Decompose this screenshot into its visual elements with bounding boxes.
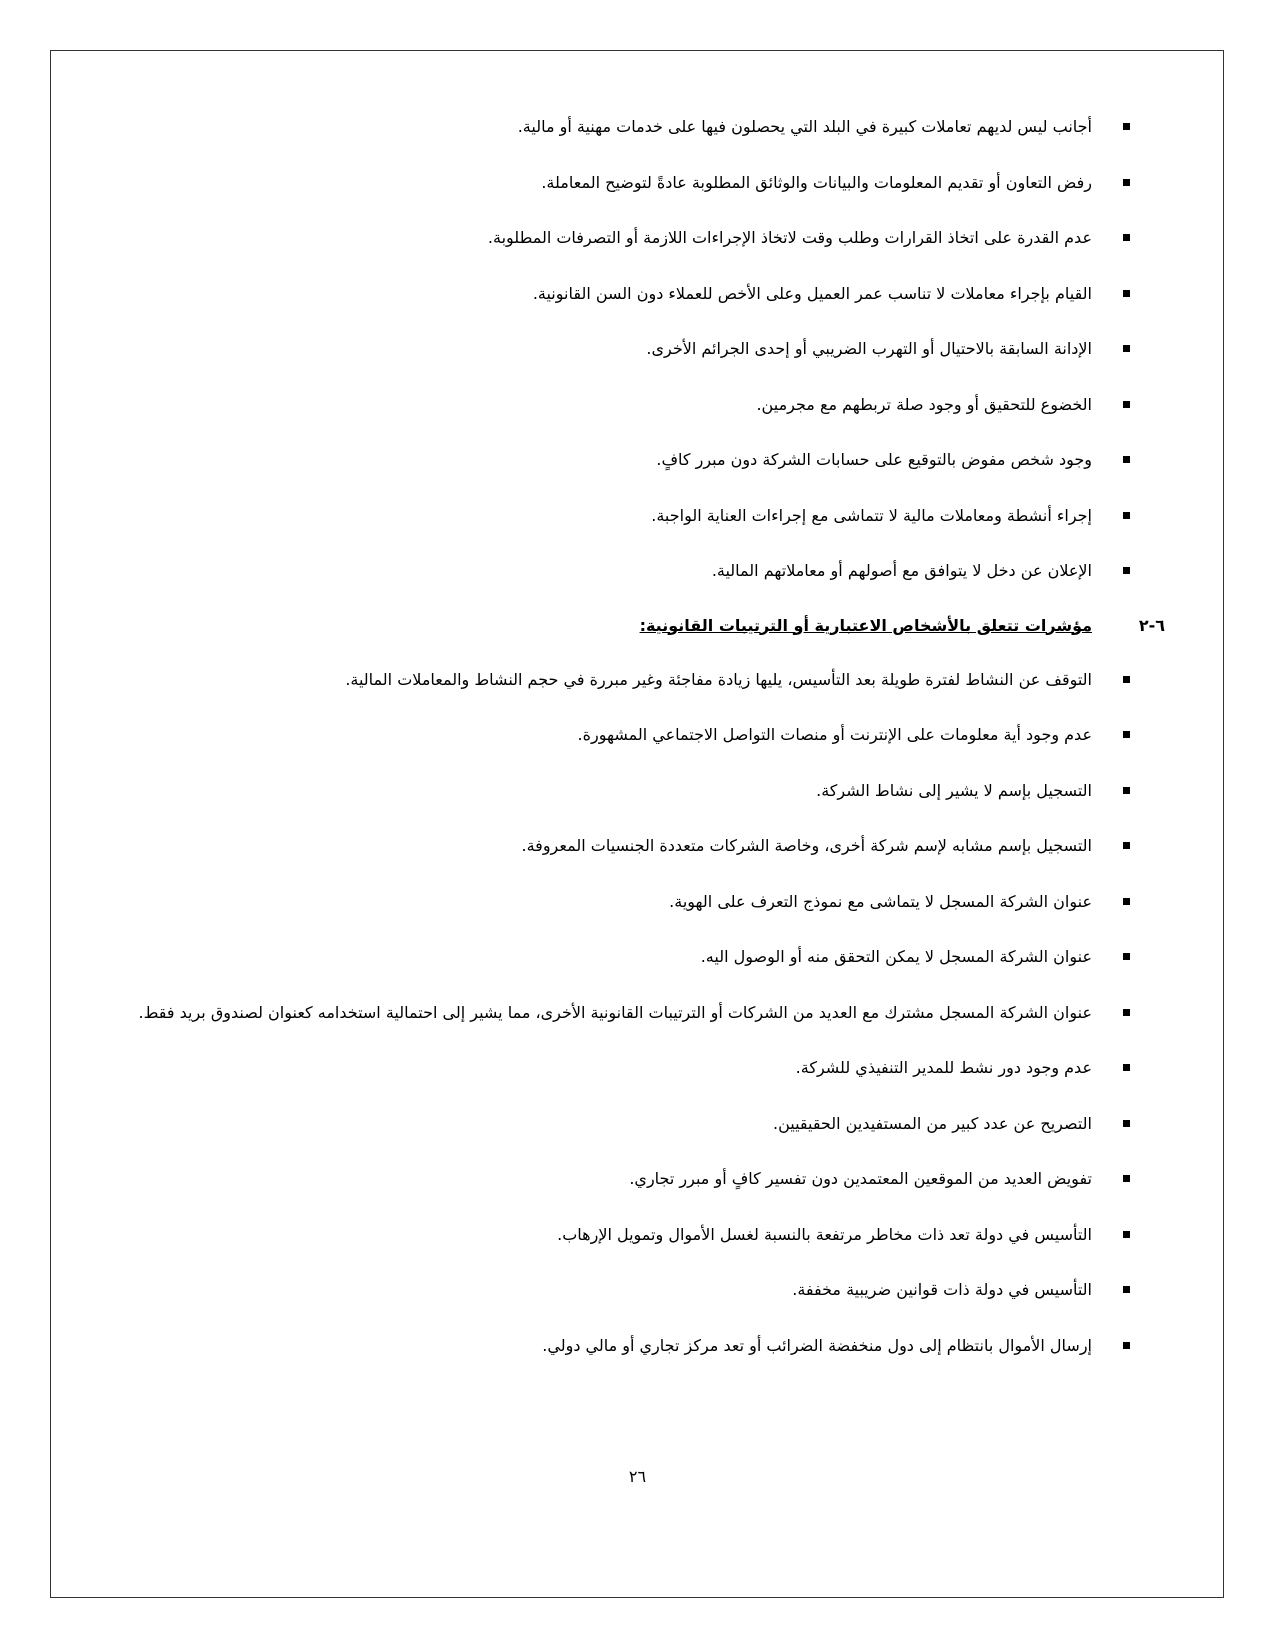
square-bullet-icon <box>1123 1342 1130 1349</box>
square-bullet-icon <box>1123 234 1130 241</box>
list-item <box>112 279 1132 309</box>
square-bullet-icon <box>1123 898 1130 905</box>
list-item <box>112 887 1132 917</box>
indicator-list-legal-entities <box>112 665 1132 1361</box>
list-item <box>112 720 1132 750</box>
list-item <box>112 831 1132 861</box>
indicator-list-individuals <box>112 112 1132 586</box>
list-item <box>112 1109 1132 1139</box>
list-item <box>112 334 1132 364</box>
list-item-text: الإعلان عن دخل لا يتوافق مع أصولهم أو معاملاتهم المالية. <box>711 561 1092 580</box>
list-item-text: التسجيل بإسم مشابه لإسم شركة أخرى، وخاصة الشركات متعددة الجنسيات المعروفة. <box>521 836 1092 855</box>
list-item-text: التأسيس في دولة ذات قوانين ضريبية مخففة. <box>792 1280 1092 1299</box>
square-bullet-icon <box>1123 1175 1130 1182</box>
list-item <box>112 665 1132 695</box>
list-item-text: الخضوع للتحقيق أو وجود صلة تربطهم مع مجرمين. <box>756 394 1092 414</box>
list-item <box>112 501 1132 531</box>
list-item <box>112 445 1132 475</box>
square-bullet-icon <box>1123 179 1130 186</box>
list-item <box>112 390 1132 420</box>
list-item-text: تفويض العديد من الموقعين المعتمدين دون تفسير كافٍ أو مبرر تجاري. <box>629 1169 1092 1188</box>
square-bullet-icon <box>1123 456 1130 463</box>
list-item <box>112 112 1132 142</box>
list-item <box>112 942 1132 972</box>
list-item-text: عدم القدرة على اتخاذ القرارات وطلب وقت لاتخاذ الإجراءات اللازمة أو التصرفات المطلوبة. <box>487 228 1092 247</box>
list-item-text: وجود شخص مفوض بالتوقيع على حسابات الشركة دون مبرر كافٍ. <box>656 450 1092 469</box>
list-item-text: التوقف عن النشاط لفترة طويلة بعد التأسيس، يليها زيادة مفاجئة وغير مبررة في حجم النشاط والمعاملات المالية. <box>345 669 1092 689</box>
square-bullet-icon <box>1123 1064 1130 1071</box>
square-bullet-icon <box>1123 1120 1130 1127</box>
list-item-text: عنوان الشركة المسجل لا يتماشى مع نموذج التعرف على الهوية. <box>669 891 1092 911</box>
list-item <box>112 223 1132 253</box>
list-item-text: عنوان الشركة المسجل لا يمكن التحقق منه أو الوصول اليه. <box>700 947 1092 966</box>
square-bullet-icon <box>1123 290 1130 297</box>
list-item-text: القيام بإجراء معاملات لا تناسب عمر العميل وعلى الأخص للعملاء دون السن القانونية. <box>532 283 1092 303</box>
list-item <box>112 1220 1132 1250</box>
square-bullet-icon <box>1123 1286 1130 1293</box>
list-item-text: عدم وجود دور نشط للمدير التنفيذي للشركة. <box>795 1058 1092 1077</box>
square-bullet-icon <box>1123 567 1130 574</box>
square-bullet-icon <box>1123 842 1130 849</box>
page-content <box>112 112 1165 1386</box>
list-item-text: إرسال الأموال بانتظام إلى دول منخفضة الضرائب أو تعد مركز تجاري أو مالي دولي. <box>542 1335 1092 1355</box>
list-item-text: التسجيل بإسم لا يشير إلى نشاط الشركة. <box>816 780 1092 800</box>
square-bullet-icon <box>1123 512 1130 519</box>
page-number: ٢٦ <box>628 1467 647 1486</box>
square-bullet-icon <box>1123 953 1130 960</box>
list-item <box>112 1331 1132 1361</box>
list-item-text: أجانب ليس لديهم تعاملات كبيرة في البلد التي يحصلون فيها على خدمات مهنية أو مالية. <box>517 117 1092 136</box>
square-bullet-icon <box>1123 731 1130 738</box>
square-bullet-icon <box>1123 401 1130 408</box>
list-item-text: التأسيس في دولة تعد ذات مخاطر مرتفعة بالنسبة لغسل الأموال وتمويل الإرهاب. <box>557 1224 1092 1244</box>
list-item-text: التصريح عن عدد كبير من المستفيدين الحقيقيين. <box>772 1113 1092 1133</box>
square-bullet-icon <box>1123 123 1130 130</box>
list-item-text: عدم وجود أية معلومات على الإنترنت أو منصات التواصل الاجتماعي المشهورة. <box>577 725 1092 744</box>
section-title: مؤشرات تتعلق بالأشخاص الاعتبارية أو الترتيبات القانونية: <box>639 615 1092 635</box>
list-item <box>112 556 1132 586</box>
square-bullet-icon <box>1123 787 1130 794</box>
list-item-text: الإدانة السابقة بالاحتيال أو التهرب الضريبي أو إحدى الجرائم الأخرى. <box>646 339 1092 358</box>
square-bullet-icon <box>1123 1231 1130 1238</box>
section-number: ٦-٢ <box>1138 615 1165 635</box>
square-bullet-icon <box>1123 345 1130 352</box>
list-item <box>112 998 1132 1028</box>
list-item <box>112 1275 1132 1305</box>
list-item <box>112 168 1132 198</box>
square-bullet-icon <box>1123 676 1130 683</box>
square-bullet-icon <box>1123 1009 1130 1016</box>
list-item-text: عنوان الشركة المسجل مشترك مع العديد من الشركات أو الترتيبات القانونية الأخرى، مما يشير إلى احتمالية استخدامه كعنوان لصندوق بريد فقط. <box>138 1002 1092 1022</box>
list-item-text: رفض التعاون أو تقديم المعلومات والبيانات والوثائق المطلوبة عادةً لتوضيح المعاملة. <box>541 172 1092 192</box>
list-item <box>112 1053 1132 1083</box>
list-item-text: إجراء أنشطة ومعاملات مالية لا تتماشى مع إجراءات العناية الواجبة. <box>651 505 1092 525</box>
section-heading <box>112 611 1165 641</box>
list-item <box>112 1164 1132 1194</box>
list-item <box>112 776 1132 806</box>
